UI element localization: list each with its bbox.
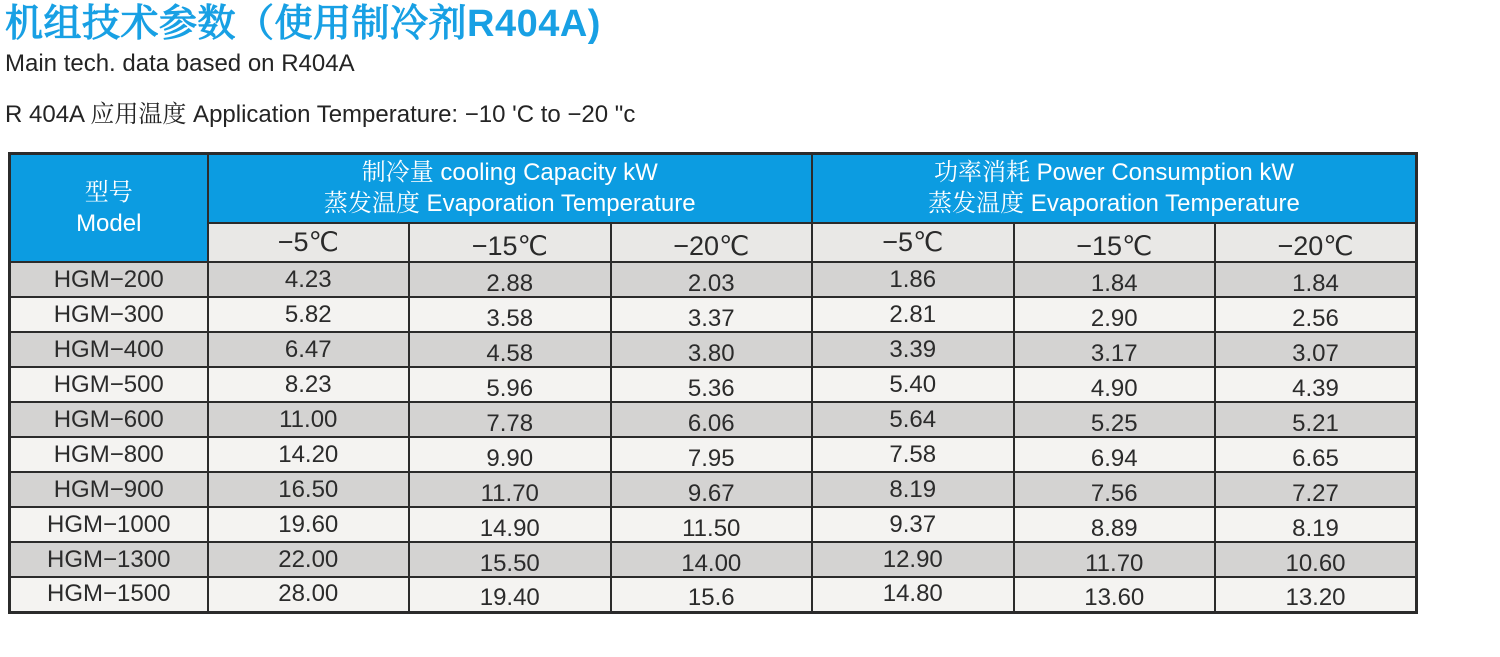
cooling-temp-header-minus5 (208, 223, 410, 262)
table-row (10, 332, 1417, 367)
power-value-cell (1014, 262, 1216, 297)
power-value-cell (1215, 542, 1417, 577)
model-cell (10, 262, 208, 297)
cell-value: 11.70 (1085, 549, 1144, 577)
power-value-cell (1215, 472, 1417, 507)
cooling-value-cell (409, 297, 611, 332)
power-value-cell (1014, 472, 1216, 507)
power-header-line1: 功率消耗 Power Consumption kW (933, 159, 1295, 187)
cell-value: 3.39 (889, 335, 937, 363)
cell-value: 8.23 (284, 370, 332, 398)
power-value-cell (812, 507, 1014, 542)
cell-value: 19.60 (278, 510, 339, 538)
power-value-cell (812, 577, 1014, 612)
cell-value: 8.19 (1292, 514, 1339, 542)
power-value-cell (812, 332, 1014, 367)
cooling-value-cell (208, 297, 410, 332)
cooling-value-cell (208, 542, 410, 577)
model-cell (10, 297, 208, 332)
model-cell (10, 577, 208, 612)
cell-value: 6.65 (1292, 444, 1339, 472)
cell-value: 7.56 (1090, 479, 1138, 507)
cell-value: 3.37 (687, 304, 735, 332)
power-value-cell (1215, 507, 1417, 542)
temp-label: −15℃ (471, 231, 548, 262)
cell-value: 8.89 (1090, 514, 1138, 542)
cell-value: 10.60 (1285, 549, 1346, 577)
cooling-value-cell (409, 262, 611, 297)
power-value-cell (1014, 507, 1216, 542)
cell-value: 2.90 (1090, 304, 1138, 332)
cell-value: 14.80 (882, 580, 943, 608)
table-row (10, 507, 1417, 542)
power-value-cell (1215, 367, 1417, 402)
cell-value: HGM−400 (53, 335, 164, 363)
power-value-cell (1014, 402, 1216, 437)
cooling-value-cell (611, 367, 813, 402)
power-value-cell (812, 297, 1014, 332)
cooling-header-line2: 蒸发温度 Evaporation Temperature (323, 190, 696, 218)
cooling-value-cell (208, 472, 410, 507)
cell-value: 6.94 (1090, 444, 1138, 472)
table-row (10, 367, 1417, 402)
cooling-value-cell (611, 332, 813, 367)
power-value-cell (1215, 297, 1417, 332)
power-value-cell (812, 437, 1014, 472)
cooling-value-cell (611, 297, 813, 332)
application-temperature-note: R 404A 应用温度 Application Temperature: −10 'C to −20 "c (5, 101, 636, 129)
power-value-cell (812, 262, 1014, 297)
table-row (10, 262, 1417, 297)
cell-value: 1.84 (1090, 269, 1138, 297)
power-header-line2: 蒸发温度 Evaporation Temperature (928, 190, 1300, 218)
cell-value: 14.00 (681, 549, 742, 577)
cooling-value-cell (409, 437, 611, 472)
temp-label: −5℃ (277, 227, 339, 258)
temp-label: −20℃ (1277, 231, 1354, 262)
model-cell (10, 437, 208, 472)
cell-value: 15.6 (687, 584, 735, 612)
cell-value: HGM−1000 (47, 510, 171, 538)
cell-value: 5.64 (889, 405, 937, 433)
model-header-en: Model (76, 209, 142, 237)
cell-value: 16.50 (278, 475, 339, 503)
cooling-value-cell (611, 577, 813, 612)
cell-value: 28.00 (278, 580, 339, 608)
model-cell (10, 332, 208, 367)
cell-value: 3.80 (687, 339, 735, 367)
cell-value: HGM−900 (53, 475, 164, 503)
cell-value: 2.81 (889, 300, 937, 328)
cell-value: 7.58 (889, 440, 937, 468)
tech-data-table (8, 152, 1418, 614)
cell-value: 5.40 (889, 370, 937, 398)
model-column-header (10, 153, 208, 262)
cell-value: HGM−1300 (47, 545, 171, 573)
cell-value: 5.82 (284, 300, 332, 328)
power-value-cell (1215, 437, 1417, 472)
cell-value: 2.03 (687, 269, 735, 297)
cell-value: 4.58 (486, 339, 534, 367)
power-temp-header-minus20 (1215, 223, 1417, 262)
cell-value: 11.70 (480, 479, 539, 507)
power-value-cell (812, 542, 1014, 577)
cooling-value-cell (409, 542, 611, 577)
cooling-value-cell (409, 402, 611, 437)
cell-value: HGM−600 (53, 405, 164, 433)
cell-value: 4.39 (1292, 374, 1339, 402)
cell-value: HGM−800 (53, 440, 164, 468)
power-value-cell (1014, 577, 1216, 612)
cell-value: HGM−300 (53, 300, 164, 328)
power-value-cell (1215, 262, 1417, 297)
cell-value: 13.60 (1084, 584, 1145, 612)
cell-value: 15.50 (479, 549, 540, 577)
cell-value: 1.86 (889, 265, 937, 293)
model-header-zh: 型号 (84, 178, 133, 206)
cell-value: 14.90 (479, 514, 540, 542)
cell-value: 6.47 (284, 335, 332, 363)
table-row (10, 402, 1417, 437)
cell-value: 19.40 (479, 584, 540, 612)
power-value-cell (1215, 577, 1417, 612)
power-consumption-group-header (812, 153, 1417, 223)
cooling-value-cell (611, 402, 813, 437)
cell-value: HGM−200 (53, 265, 164, 293)
cell-value: 11.50 (682, 514, 741, 542)
cell-value: 5.36 (687, 374, 735, 402)
cell-value: 9.90 (486, 444, 534, 472)
cell-value: 4.23 (284, 265, 332, 293)
table-header (10, 153, 1417, 262)
cooling-value-cell (208, 507, 410, 542)
cooling-value-cell (208, 262, 410, 297)
table-row (10, 472, 1417, 507)
cooling-value-cell (409, 332, 611, 367)
table-body (10, 262, 1417, 612)
table-row (10, 297, 1417, 332)
cooling-value-cell (611, 542, 813, 577)
model-cell (10, 367, 208, 402)
cell-value: 4.90 (1090, 374, 1138, 402)
page-subtitle: Main tech. data based on R404A (5, 49, 355, 77)
cell-value: 1.84 (1292, 269, 1339, 297)
model-cell (10, 402, 208, 437)
power-value-cell (1014, 542, 1216, 577)
temp-label: −20℃ (673, 231, 750, 262)
cooling-value-cell (611, 262, 813, 297)
cooling-value-cell (409, 577, 611, 612)
cell-value: 2.56 (1292, 304, 1339, 332)
model-cell (10, 542, 208, 577)
cooling-temp-header-minus20 (611, 223, 813, 262)
cell-value: 11.00 (279, 405, 338, 433)
cooling-value-cell (208, 577, 410, 612)
temp-label: −5℃ (882, 227, 944, 258)
cell-value: 6.06 (687, 409, 735, 437)
cooling-value-cell (409, 367, 611, 402)
cooling-capacity-group-header (208, 153, 813, 223)
model-cell (10, 472, 208, 507)
cell-value: 12.90 (882, 545, 943, 573)
cell-value: 5.25 (1090, 409, 1138, 437)
cell-value: HGM−1500 (47, 580, 171, 608)
cell-value: 3.07 (1292, 339, 1339, 367)
table-row (10, 577, 1417, 612)
cooling-temp-header-minus15 (409, 223, 611, 262)
power-value-cell (1215, 402, 1417, 437)
cell-value: 7.95 (687, 444, 735, 472)
cooling-value-cell (208, 402, 410, 437)
power-value-cell (1014, 332, 1216, 367)
cell-value: HGM−500 (53, 370, 164, 398)
power-value-cell (1215, 332, 1417, 367)
temperature-header-row (10, 223, 1417, 262)
power-value-cell (812, 402, 1014, 437)
power-value-cell (812, 472, 1014, 507)
power-value-cell (1014, 367, 1216, 402)
cell-value: 7.78 (486, 409, 534, 437)
cell-value: 2.88 (486, 269, 534, 297)
cell-value: 3.17 (1090, 339, 1138, 367)
cell-value: 9.67 (687, 479, 735, 507)
power-temp-header-minus15 (1014, 223, 1216, 262)
table-row (10, 437, 1417, 472)
group-header-row (10, 153, 1417, 223)
power-value-cell (1014, 297, 1216, 332)
cooling-value-cell (611, 437, 813, 472)
cell-value: 22.00 (278, 545, 339, 573)
cell-value: 5.96 (486, 374, 534, 402)
cooling-value-cell (611, 472, 813, 507)
power-value-cell (1014, 437, 1216, 472)
cooling-value-cell (409, 507, 611, 542)
model-cell (10, 507, 208, 542)
cooling-value-cell (409, 472, 611, 507)
cell-value: 14.20 (278, 440, 339, 468)
cooling-header-line1: 制冷量 cooling Capacity kW (361, 159, 658, 187)
table-row (10, 542, 1417, 577)
cooling-value-cell (208, 437, 410, 472)
cooling-value-cell (208, 367, 410, 402)
power-value-cell (812, 367, 1014, 402)
power-temp-header-minus5 (812, 223, 1014, 262)
cooling-value-cell (611, 507, 813, 542)
cell-value: 13.20 (1285, 584, 1346, 612)
cell-value: 5.21 (1292, 409, 1339, 437)
cell-value: 8.19 (889, 475, 937, 503)
cell-value: 9.37 (889, 510, 937, 538)
cell-value: 3.58 (486, 304, 534, 332)
temp-label: −15℃ (1076, 231, 1153, 262)
page-title: 机组技术参数（使用制冷剂R404A) (5, 3, 601, 45)
cooling-value-cell (208, 332, 410, 367)
cell-value: 7.27 (1292, 479, 1339, 507)
